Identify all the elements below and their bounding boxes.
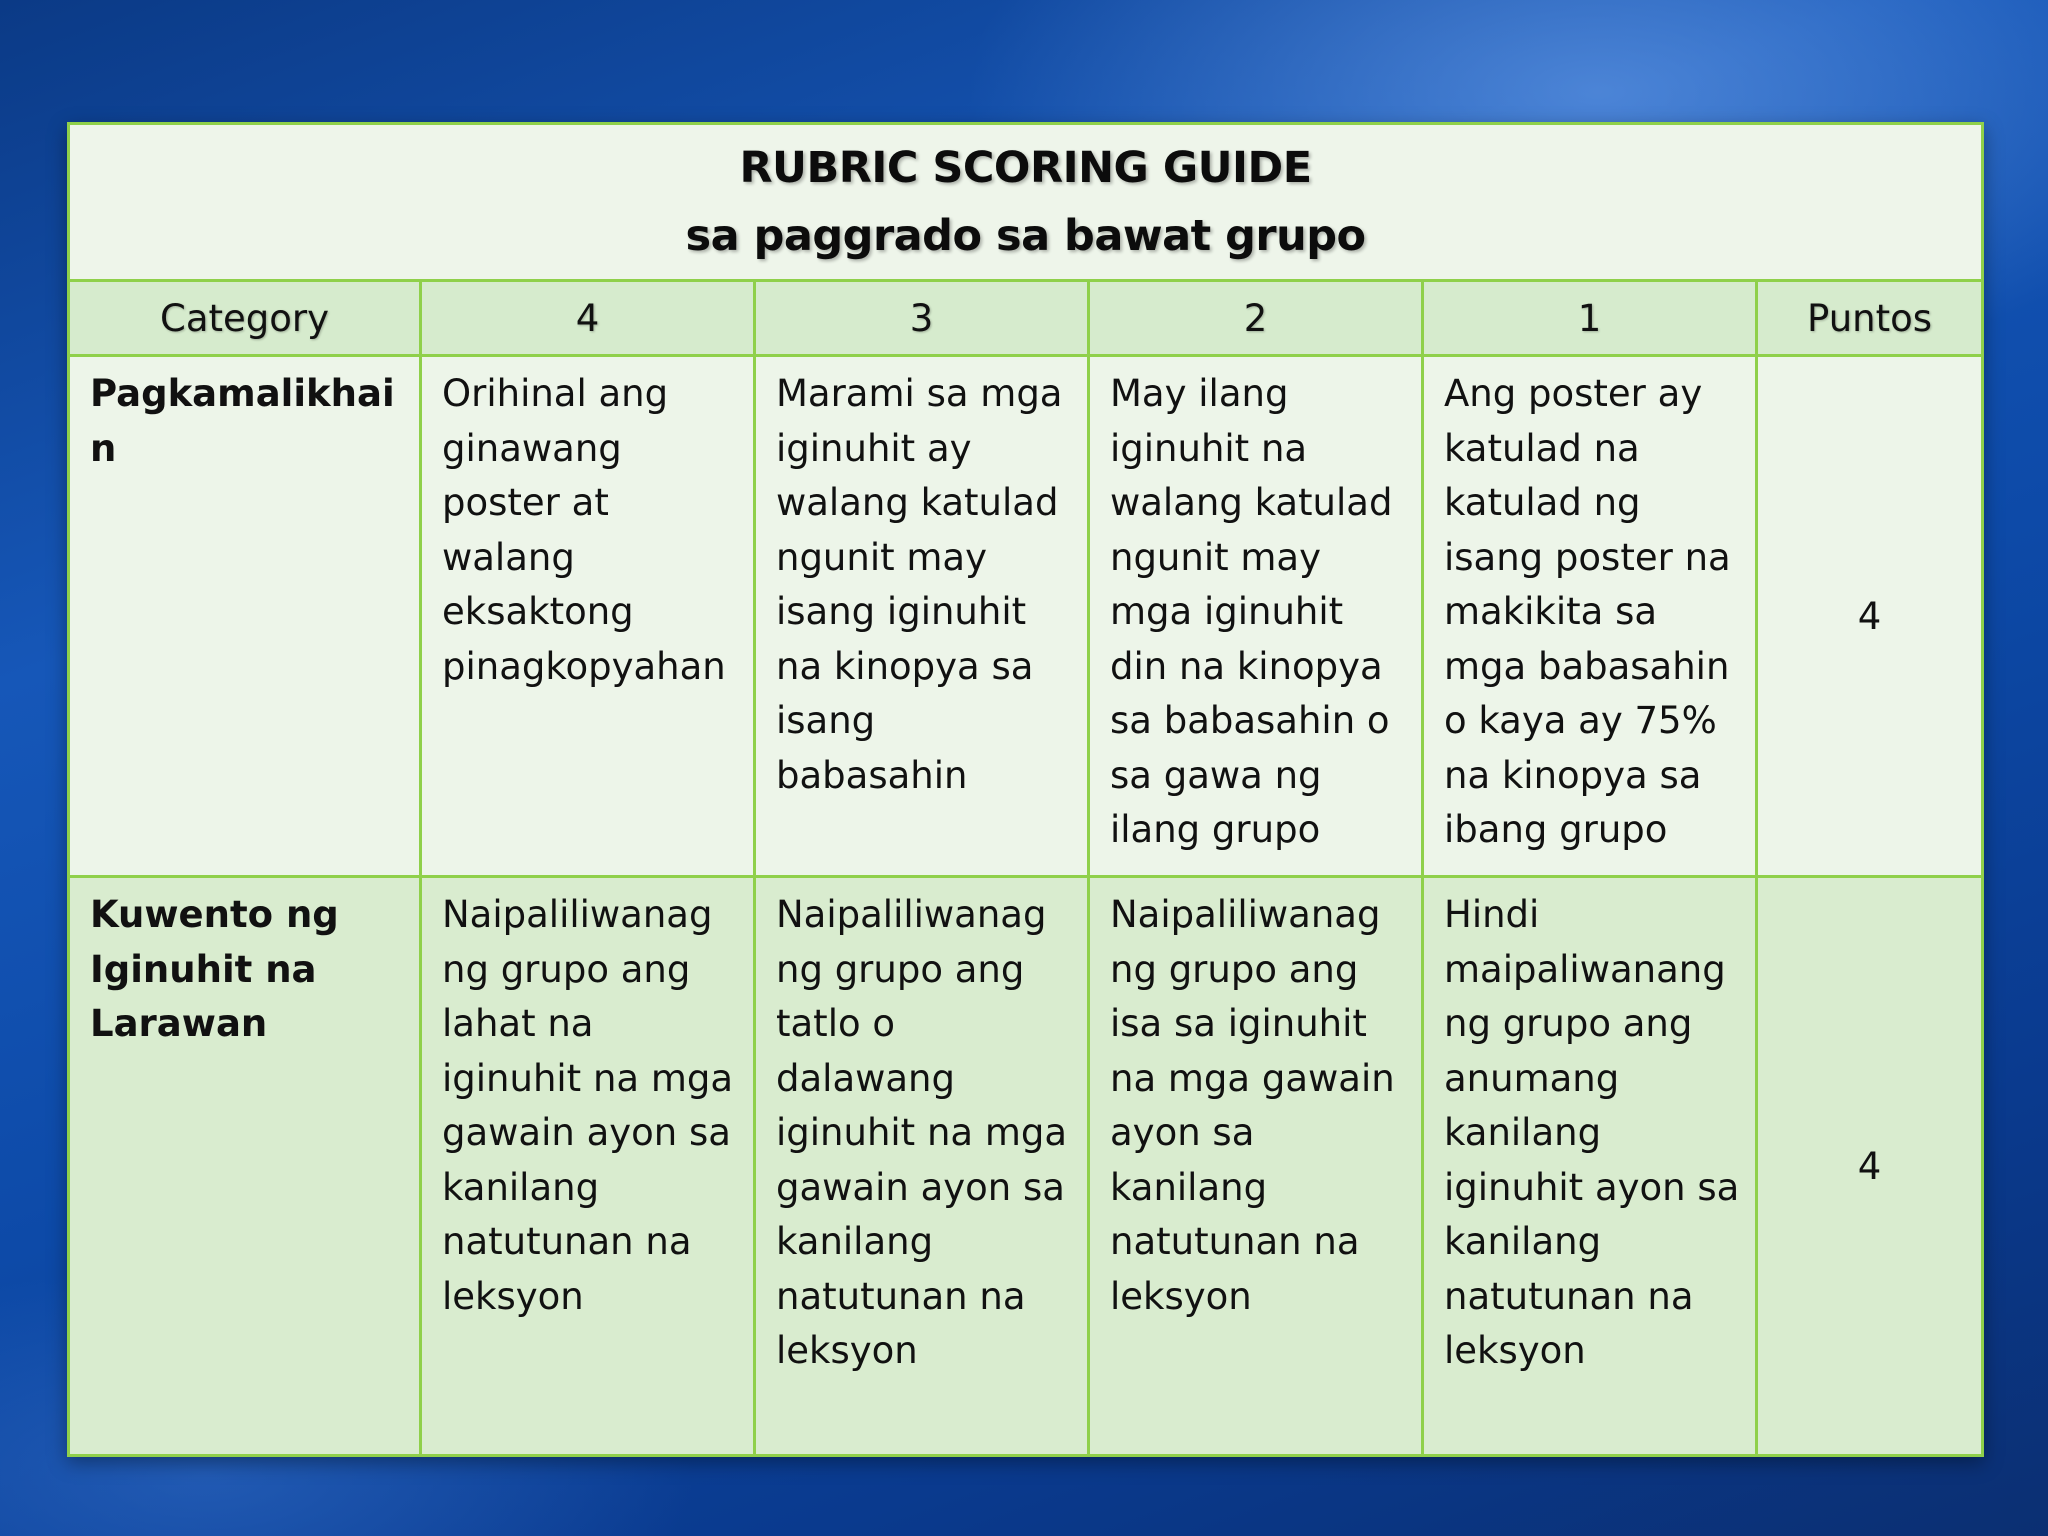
category-cell: Kuwento ng Iginuhit na Larawan [69, 877, 421, 1456]
criteria-cell-1: Hindi maipaliwanang ng grupo ang anumang kanilang iginuhit ayon sa kanilang natutunan na leksyon [1423, 877, 1757, 1456]
table-row [69, 877, 1983, 1456]
puntos-cell: 4 [1757, 356, 1983, 877]
header-score-4: 4 [421, 281, 755, 356]
puntos-cell: 4 [1757, 877, 1983, 1456]
title-line-2: sa paggrado sa bawat grupo [685, 211, 1366, 261]
header-puntos: Puntos [1757, 281, 1983, 356]
title-line-1: RUBRIC SCORING GUIDE [739, 143, 1312, 193]
header-score-2: 2 [1089, 281, 1423, 356]
criteria-cell-4: Naipaliliwanag ng grupo ang lahat na iginuhit na mga gawain ayon sa kanilang natutunan na leksyon [421, 877, 755, 1456]
table-title [69, 124, 1983, 281]
criteria-cell-3: Marami sa mga iginuhit ay walang katulad ngunit may isang iginuhit na kinopya sa isang babasahin [755, 356, 1089, 877]
criteria-cell-2: May ilang iginuhit na walang katulad ngunit may mga iginuhit din na kinopya sa babasahin o sa gawa ng ilang grupo [1089, 356, 1423, 877]
table-row [69, 356, 1983, 877]
criteria-cell-1: Ang poster ay katulad na katulad ng isang poster na makikita sa mga babasahin o kaya ay 75% na kinopya sa ibang grupo [1423, 356, 1757, 877]
header-row [69, 281, 1983, 356]
header-score-1: 1 [1423, 281, 1757, 356]
criteria-cell-2: Naipaliliwanag ng grupo ang isa sa iginuhit na mga gawain ayon sa kanilang natutunan na leksyon [1089, 877, 1423, 1456]
rubric-table [67, 122, 1984, 1457]
header-score-3: 3 [755, 281, 1089, 356]
category-cell: Pagkamalikhain [69, 356, 421, 877]
criteria-cell-3: Naipaliliwanag ng grupo ang tatlo o dalawang iginuhit na mga gawain ayon sa kanilang natutunan na leksyon [755, 877, 1089, 1456]
header-category: Category [69, 281, 421, 356]
criteria-cell-4: Orihinal ang ginawang poster at walang eksaktong pinagkopyahan [421, 356, 755, 877]
